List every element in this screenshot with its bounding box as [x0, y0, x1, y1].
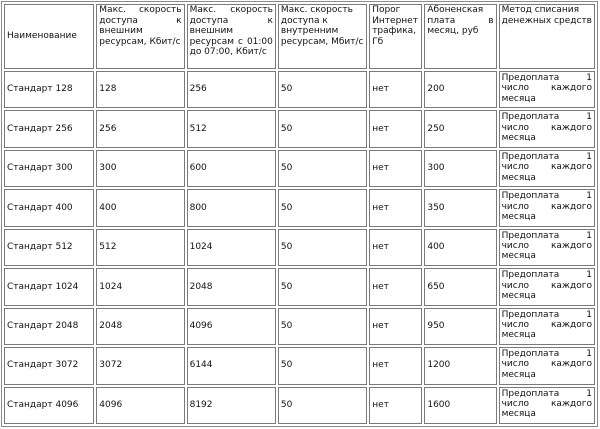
table-row — [4, 308, 595, 345]
cell-speed-night: 256 — [187, 71, 276, 108]
header-speed-external: Макс. скорость доступа к внешним ресурсам, Кбит/с — [96, 4, 184, 69]
cell-speed-night: 8192 — [187, 387, 276, 425]
cell-monthly-fee: 650 — [424, 268, 496, 305]
cell-payment-method: Предоплата 1 число каждого месяца — [499, 110, 595, 147]
cell-name: Стандарт 300 — [4, 150, 94, 187]
cell-monthly-fee: 200 — [424, 71, 496, 108]
cell-name: Стандарт 3072 — [4, 347, 94, 384]
cell-payment-method: Предоплата 1 число каждого месяца — [499, 189, 595, 226]
cell-speed-internal: 50 — [278, 189, 367, 226]
cell-speed-night: 4096 — [187, 308, 276, 345]
cell-payment-method: Предоплата 1 число каждого месяца — [499, 387, 595, 425]
cell-monthly-fee: 250 — [424, 110, 496, 147]
cell-name: Стандарт 128 — [4, 71, 94, 108]
cell-traffic-limit: нет — [369, 268, 422, 305]
cell-speed-external: 512 — [96, 229, 184, 266]
table-row — [4, 71, 595, 108]
cell-name: Стандарт 400 — [4, 189, 94, 226]
cell-name: Стандарт 256 — [4, 110, 94, 147]
cell-traffic-limit: нет — [369, 150, 422, 187]
cell-traffic-limit: нет — [369, 347, 422, 384]
table-row — [4, 150, 595, 187]
cell-speed-external: 2048 — [96, 308, 184, 345]
cell-payment-method: Предоплата 1 число каждого месяца — [499, 150, 595, 187]
cell-name: Стандарт 2048 — [4, 308, 94, 345]
cell-traffic-limit: нет — [369, 387, 422, 425]
tariff-table — [1, 1, 598, 427]
cell-speed-external: 3072 — [96, 347, 184, 384]
cell-monthly-fee: 950 — [424, 308, 496, 345]
cell-speed-internal: 50 — [278, 268, 367, 305]
cell-speed-external: 1024 — [96, 268, 184, 305]
cell-name: Стандарт 4096 — [4, 387, 94, 425]
cell-payment-method: Предоплата 1 число каждого месяца — [499, 308, 595, 345]
header-speed-night: Макс. скорость доступа к внешним ресурсам с 01:00 до 07:00, Кбит/с — [187, 4, 276, 69]
cell-speed-night: 2048 — [187, 268, 276, 305]
cell-monthly-fee: 300 — [424, 150, 496, 187]
cell-speed-night: 600 — [187, 150, 276, 187]
cell-speed-night: 800 — [187, 189, 276, 226]
cell-name: Стандарт 512 — [4, 229, 94, 266]
cell-speed-internal: 50 — [278, 71, 367, 108]
header-payment-method: Метод списания денежных средств — [499, 4, 595, 69]
cell-traffic-limit: нет — [369, 229, 422, 266]
cell-speed-internal: 50 — [278, 150, 367, 187]
header-name: Наименование — [4, 4, 94, 69]
cell-traffic-limit: нет — [369, 71, 422, 108]
cell-speed-external: 4096 — [96, 387, 184, 425]
cell-monthly-fee: 1600 — [424, 387, 496, 425]
cell-payment-method: Предоплата 1 число каждого месяца — [499, 71, 595, 108]
cell-speed-internal: 50 — [278, 308, 367, 345]
cell-speed-internal: 50 — [278, 387, 367, 425]
table-row — [4, 189, 595, 226]
header-traffic-limit: Порог Интернет трафика, Гб — [369, 4, 422, 69]
cell-speed-external: 300 — [96, 150, 184, 187]
header-monthly-fee: Абоненская плата в месяц, руб — [424, 4, 496, 69]
cell-speed-night: 1024 — [187, 229, 276, 266]
table-row — [4, 110, 595, 147]
cell-name: Стандарт 1024 — [4, 268, 94, 305]
cell-speed-internal: 50 — [278, 347, 367, 384]
table-row — [4, 229, 595, 266]
header-row — [4, 4, 595, 69]
table-row — [4, 268, 595, 305]
cell-speed-external: 128 — [96, 71, 184, 108]
cell-speed-external: 400 — [96, 189, 184, 226]
cell-speed-internal: 50 — [278, 110, 367, 147]
cell-speed-night: 6144 — [187, 347, 276, 384]
cell-payment-method: Предоплата 1 число каждого месяца — [499, 229, 595, 266]
table-row — [4, 387, 595, 425]
header-speed-internal: Макс. скорость доступа к внутренним ресурсам, Мбит/с — [278, 4, 367, 69]
cell-monthly-fee: 1200 — [424, 347, 496, 384]
table-row — [4, 347, 595, 384]
cell-speed-external: 256 — [96, 110, 184, 147]
cell-traffic-limit: нет — [369, 110, 422, 147]
cell-payment-method: Предоплата 1 число каждого месяца — [499, 347, 595, 384]
cell-speed-internal: 50 — [278, 229, 367, 266]
cell-traffic-limit: нет — [369, 308, 422, 345]
cell-monthly-fee: 350 — [424, 189, 496, 226]
cell-monthly-fee: 400 — [424, 229, 496, 266]
cell-payment-method: Предоплата 1 число каждого месяца — [499, 268, 595, 305]
cell-traffic-limit: нет — [369, 189, 422, 226]
cell-speed-night: 512 — [187, 110, 276, 147]
